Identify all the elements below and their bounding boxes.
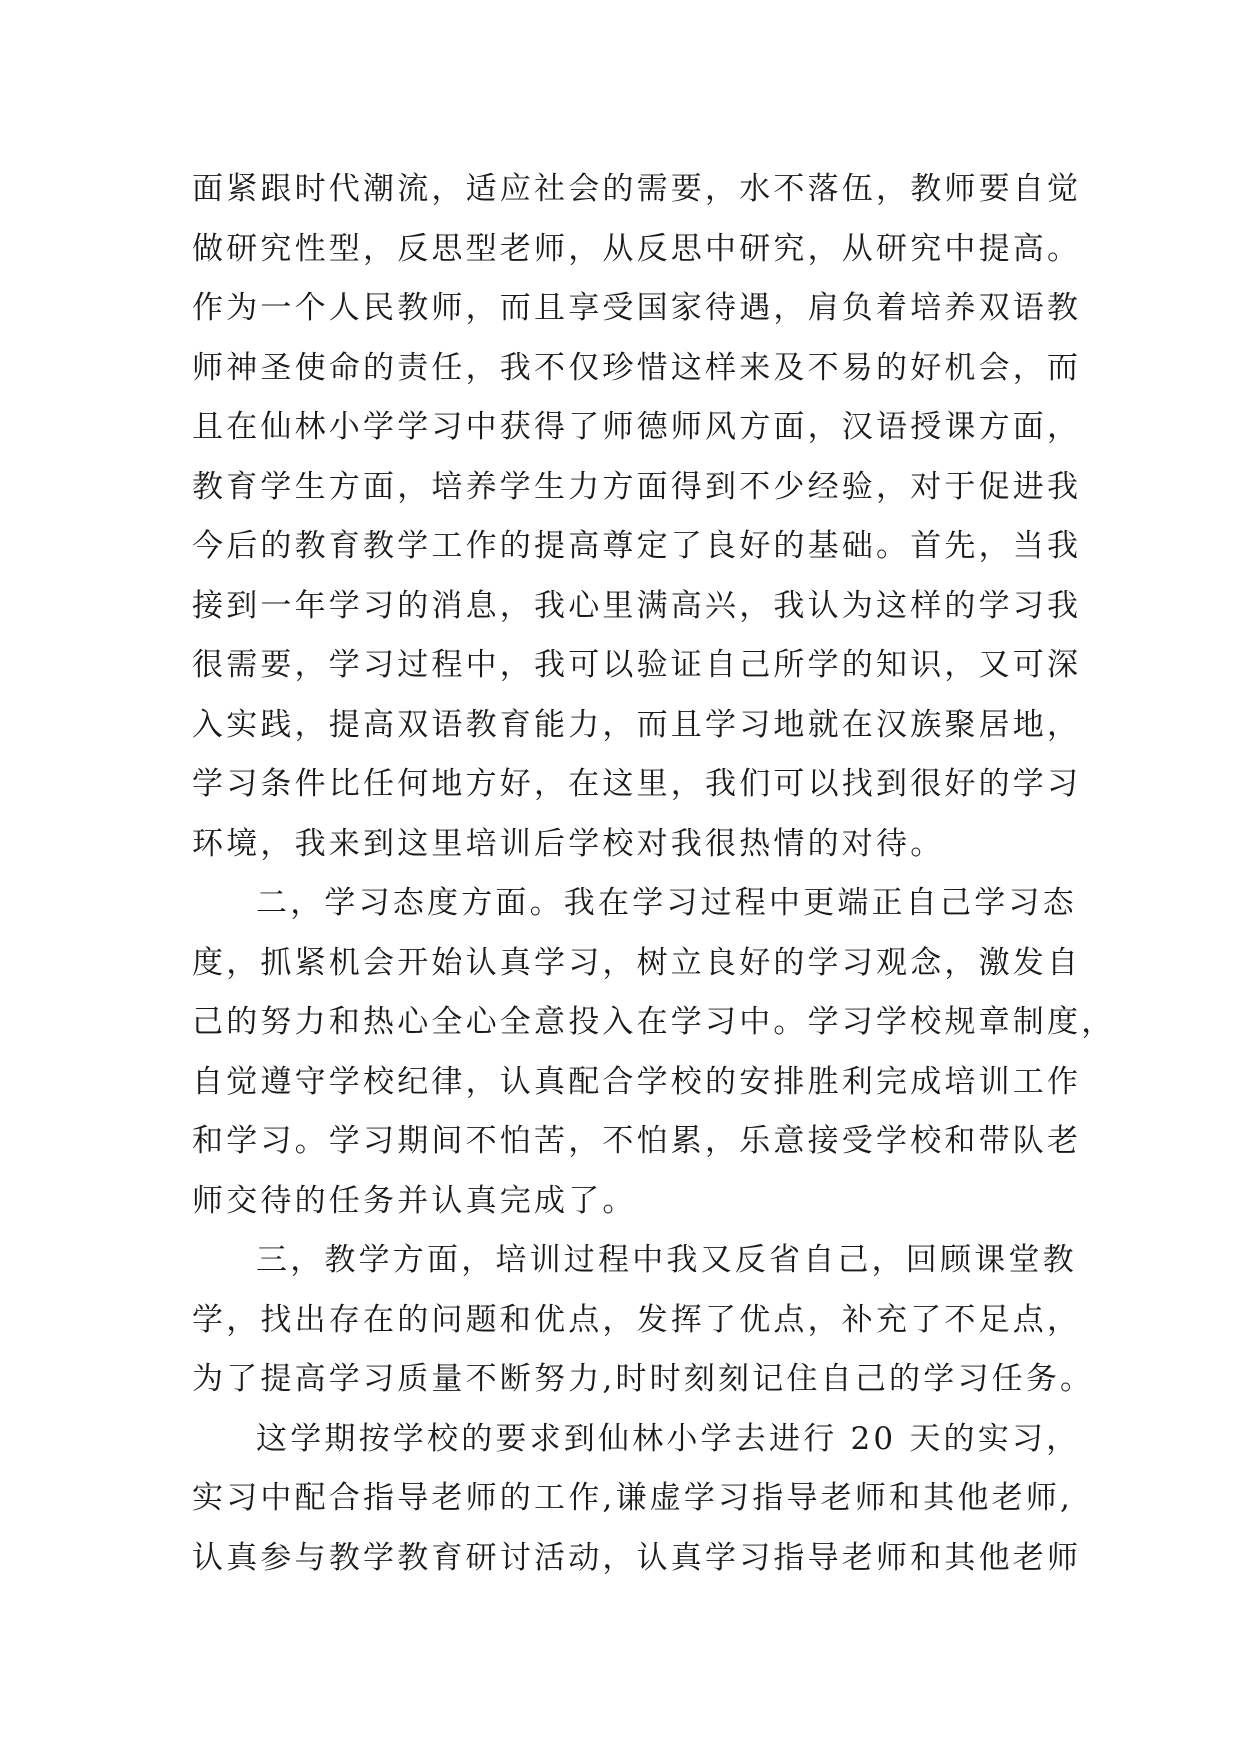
text-line-4: 师神圣使命的责任，我不仅珍惜这样来及不易的好机会，而	[192, 349, 1082, 386]
text-line-21: 为了提高学习质量不断努力,时时刻刻记住自己的学习任务。	[192, 1361, 1095, 1397]
text-line-12: 环境，我来到这里培训后学校对我很热情的对待。	[192, 825, 945, 862]
text-line-5: 且在仙林小学学习中获得了师德师风方面，汉语授课方面，	[192, 409, 1082, 445]
text-line-13: 二，学习态度方面。我在学习过程中更端正自己学习态	[256, 885, 1077, 921]
text-line-16: 自觉遵守学校纪律，认真配合学校的安排胜利完成培训工作	[192, 1063, 1082, 1100]
text-line-6: 教育学生方面，培养学生力方面得到不少经验，对于促进我	[192, 468, 1082, 505]
text-line-15: 己的努力和热心全心全意投入在学习中。学习学校规章制度，	[192, 1004, 1116, 1040]
text-line-7: 今后的教育教学工作的提高尊定了良好的基础。首先，当我	[192, 528, 1082, 564]
text-line-14: 度，抓紧机会开始认真学习，树立良好的学习观念，激发自	[192, 944, 1082, 981]
text-line-10: 入实践，提高双语教育能力，而且学习地就在汉族聚居地，	[192, 706, 1082, 743]
text-line-19: 三，教学方面，培训过程中我又反省自己，回顾课堂教	[256, 1242, 1077, 1278]
text-line-17: 和学习。学习期间不怕苦，不怕累，乐意接受学校和带队老	[192, 1123, 1082, 1159]
text-line-11: 学习条件比任何地方好，在这里，我们可以找到很好的学习	[192, 766, 1082, 802]
text-line-18: 师交待的任务并认真完成了。	[192, 1182, 637, 1219]
text-line-20: 学，找出存在的问题和优点，发挥了优点，补充了不足点，	[192, 1301, 1082, 1338]
text-line-24: 认真参与教学教育研讨活动，认真学习指导老师和其他老师	[192, 1539, 1082, 1576]
document-body	[192, 160, 1116, 1588]
text-line-2: 做研究性型，反思型老师，从反思中研究，从研究中提高。	[192, 230, 1082, 267]
text-line-1: 面紧跟时代潮流，适应社会的需要，水不落伍，教师要自觉	[192, 171, 1082, 207]
text-line-8: 接到一年学习的消息，我心里满高兴，我认为这样的学习我	[192, 587, 1082, 624]
text-line-3: 作为一个人民教师，而且享受国家待遇，肩负着培养双语教	[192, 290, 1082, 326]
text-line-9: 很需要，学习过程中，我可以验证自己所学的知识，又可深	[192, 647, 1082, 683]
text-line-22: 这学期按学校的要求到仙林小学去进行 20 天的实习，	[256, 1420, 1081, 1457]
text-line-23: 实习中配合指导老师的工作,谦虚学习指导老师和其他老师,	[192, 1480, 1074, 1516]
